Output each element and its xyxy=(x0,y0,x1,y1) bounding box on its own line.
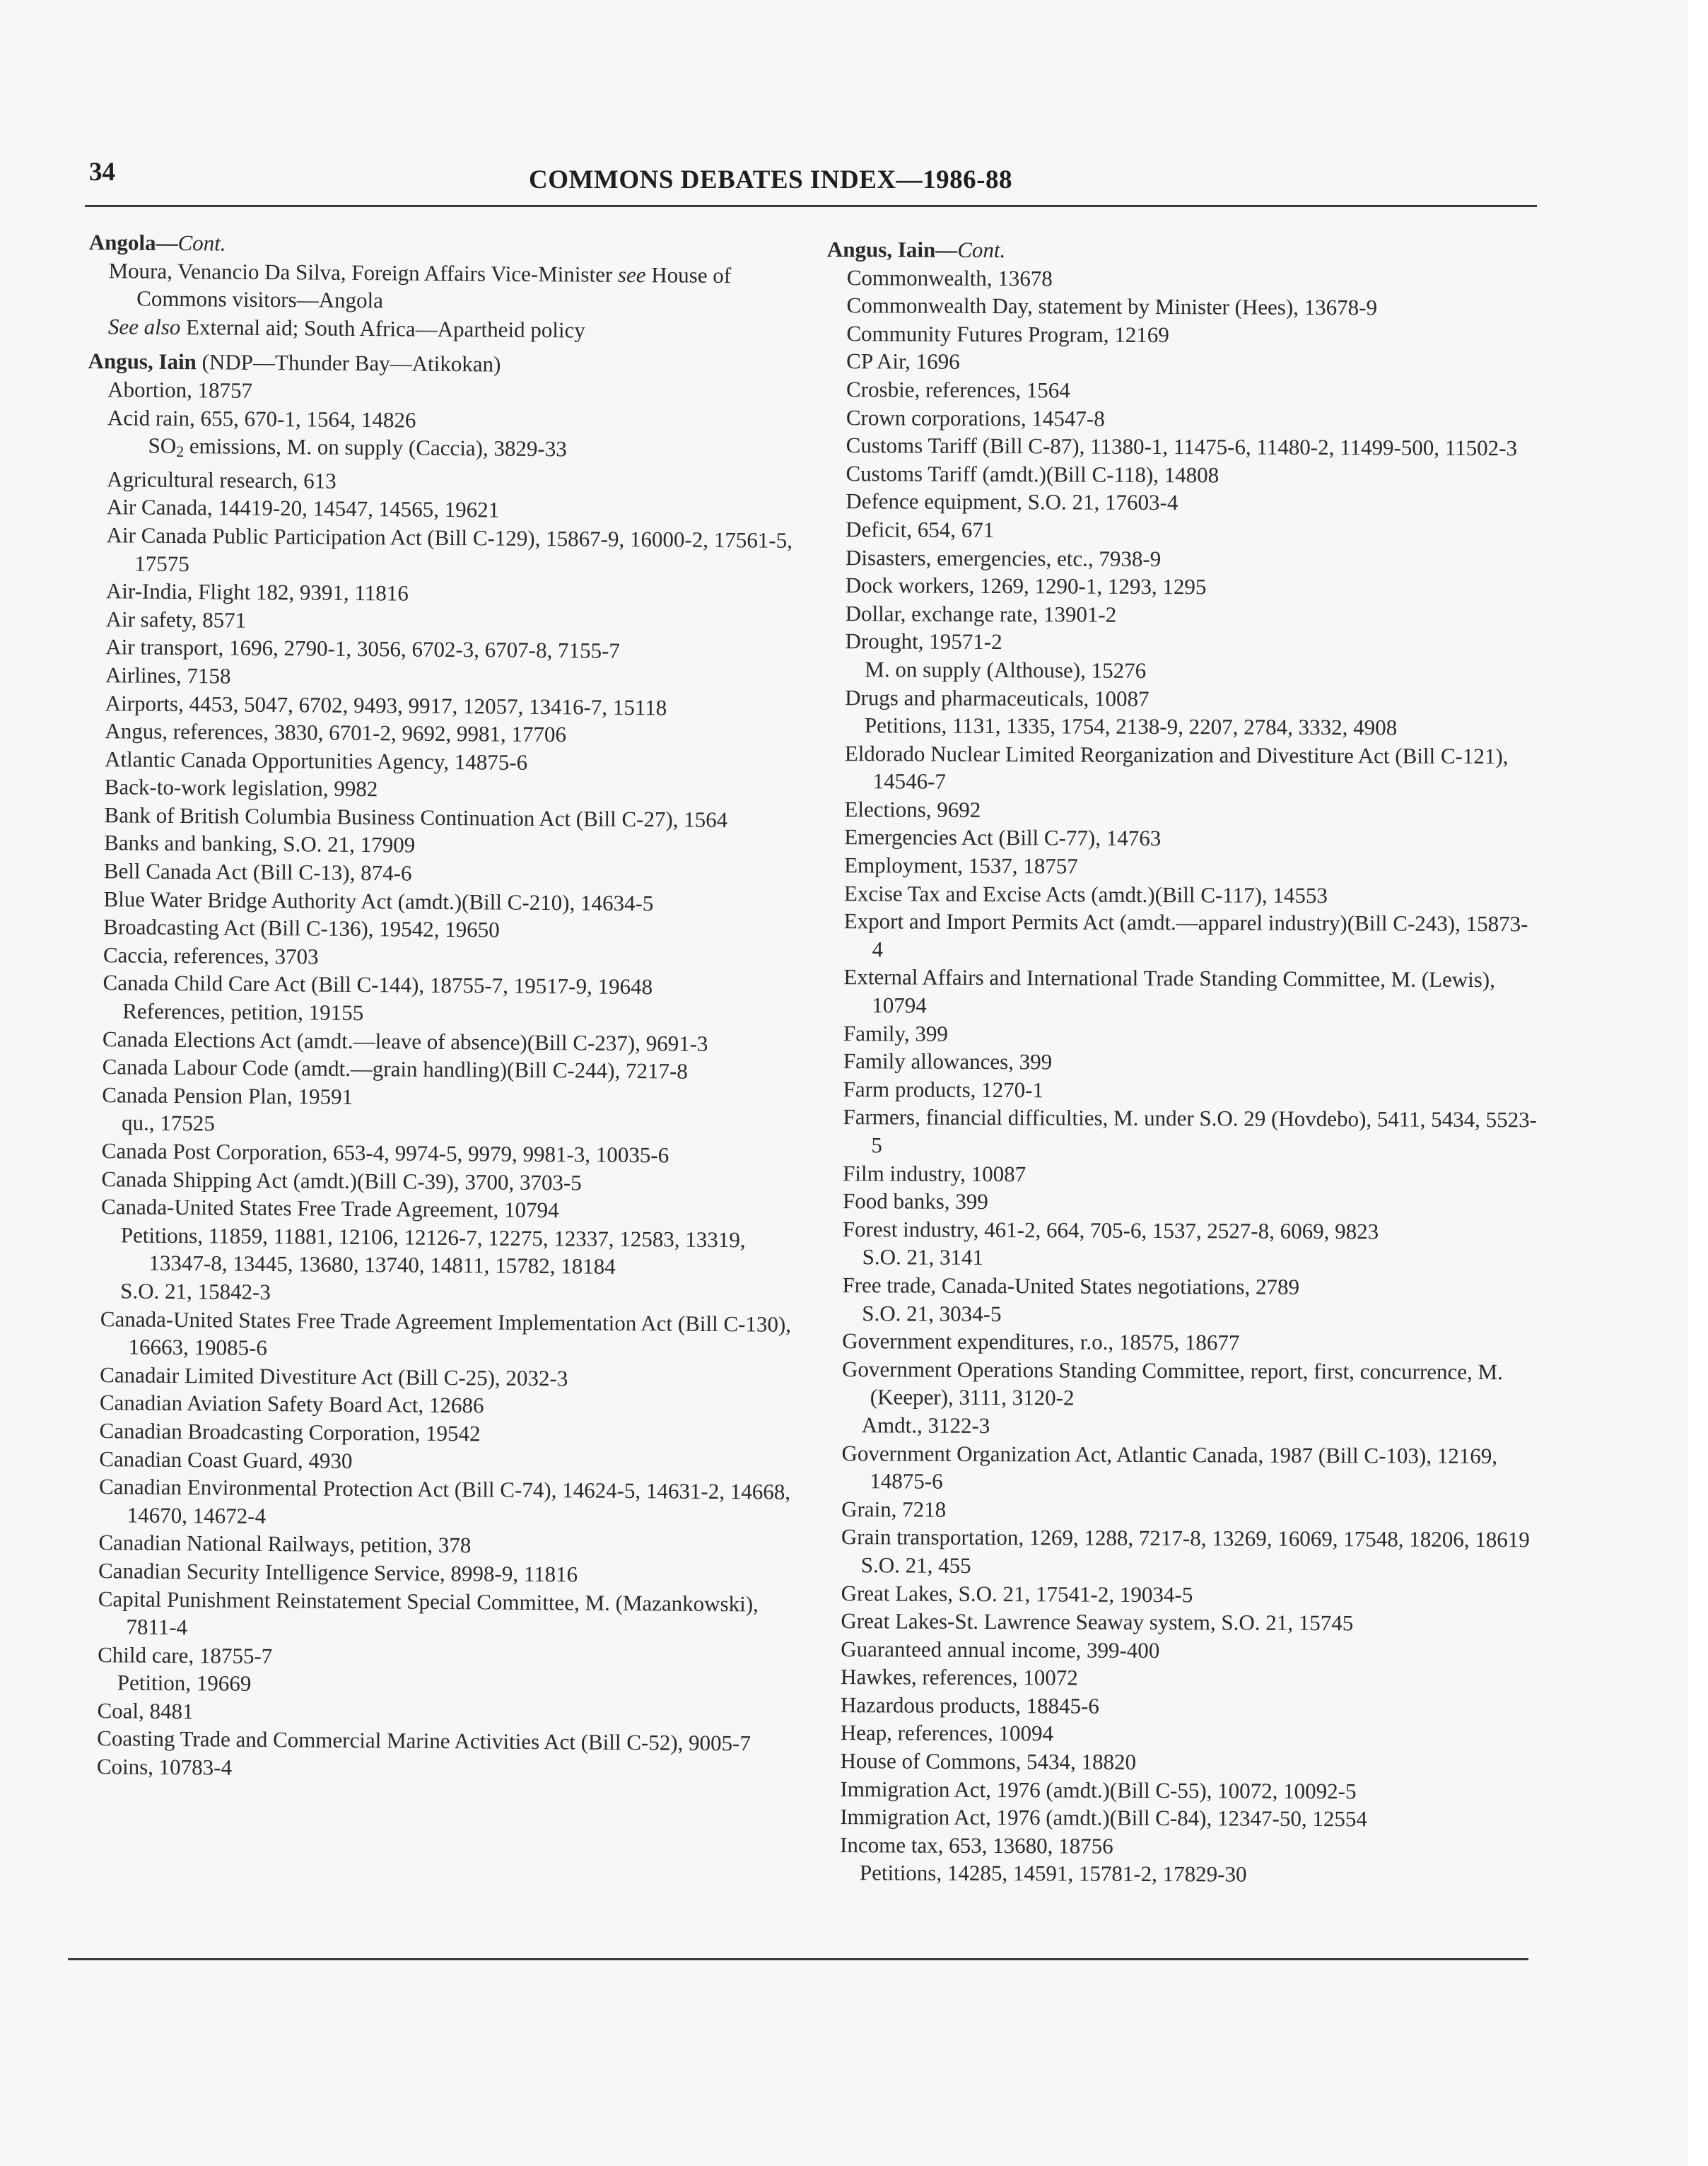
index-subentry: Amdt., 3122-3 xyxy=(861,1412,990,1438)
index-entry: Emergencies Act (Bill C-77), 14763 xyxy=(844,824,1162,851)
index-entry: Acid rain, 655, 670-1, 1564, 14826 xyxy=(107,404,416,433)
index-entry: Deficit, 654, 671 xyxy=(846,517,995,542)
index-entry: Farm products, 1270-1 xyxy=(843,1076,1044,1103)
index-entry: Great Lakes-St. Lawrence Seaway system, S.O. 21, 15745 xyxy=(841,1608,1354,1636)
index-subentry: S.O. 21, 3141 xyxy=(862,1244,984,1270)
index-entry: Child care, 18755-7 xyxy=(98,1641,273,1668)
index-entry: Capital Punishment Reinstatement Special Committee, M. (Mazankowski), 7811-4 xyxy=(98,1586,759,1640)
index-entry: Canada Elections Act (amdt.—leave of absence)(Bill C-237), 9691-3 xyxy=(102,1026,708,1056)
index-entry: Agricultural research, 613 xyxy=(107,466,337,493)
index-subentry: References, petition, 19155 xyxy=(122,998,364,1026)
index-heading-angola: Angola—Cont. xyxy=(88,229,226,256)
left-column xyxy=(77,228,803,1786)
index-entry: Drugs and pharmaceuticals, 10087 xyxy=(845,684,1150,711)
index-entry: Immigration Act, 1976 (amdt.)(Bill C-55), 10072, 10092-5 xyxy=(840,1776,1357,1803)
index-entry: Broadcasting Act (Bill C-136), 19542, 19650 xyxy=(103,914,500,942)
index-entry: Government Operations Standing Committee, report, first, concurrence, M. (Keeper), 3111, 3120-2 xyxy=(841,1356,1503,1410)
index-entry: Defence equipment, S.O. 21, 17603-4 xyxy=(846,488,1178,515)
index-entry: Dollar, exchange rate, 13901-2 xyxy=(845,600,1117,627)
index-entry: Grain transportation, 1269, 1288, 7217-8, 13269, 16069, 17548, 18206, 18619 xyxy=(841,1524,1530,1552)
index-entry: Air Canada Public Participation Act (Bill C-129), 15867-9, 16000-2, 17561-5, 17575 xyxy=(106,522,793,576)
index-entry: Elections, 9692 xyxy=(844,796,981,822)
index-entry: Canadian National Railways, petition, 378 xyxy=(98,1530,472,1558)
index-entry: Canadair Limited Divestiture Act (Bill C-25), 2032-3 xyxy=(100,1362,568,1391)
index-entry: Grain, 7218 xyxy=(841,1496,947,1522)
index-entry: Commonwealth, 13678 xyxy=(846,264,1053,291)
index-entry: Heap, references, 10094 xyxy=(840,1720,1054,1746)
index-entry: External Affairs and International Trade Standing Committee, M. (Lewis), 10794 xyxy=(843,964,1495,1018)
index-entry: Canadian Broadcasting Corporation, 19542 xyxy=(99,1418,481,1446)
index-entry: Customs Tariff (amdt.)(Bill C-118), 14808 xyxy=(846,460,1219,488)
index-entry: Guaranteed annual income, 399-400 xyxy=(841,1636,1160,1663)
index-entry-moura: Moura, Venancio Da Silva, Foreign Affairs Vice-Minister see House of Commons visitors—Angola xyxy=(108,257,732,313)
index-entry: Banks and banking, S.O. 21, 17909 xyxy=(104,830,416,858)
index-subentry: Petitions, 1131, 1335, 1754, 2138-9, 2207, 2784, 3332, 4908 xyxy=(864,713,1398,740)
index-heading-angus-cont: Angus, Iain—Cont. xyxy=(826,236,1006,263)
index-entry: Community Futures Program, 12169 xyxy=(846,320,1169,347)
index-entry: Immigration Act, 1976 (amdt.)(Bill C-84), 12347-50, 12554 xyxy=(840,1804,1367,1832)
index-entry: Income tax, 653, 13680, 18756 xyxy=(839,1832,1113,1858)
index-entry: Airports, 4453, 5047, 6702, 9493, 9917, 12057, 13416-7, 15118 xyxy=(105,690,667,720)
index-entry: Canadian Environmental Protection Act (Bill C-74), 14624-5, 14631-2, 14668, 14670, 14672-4 xyxy=(98,1474,791,1528)
index-subentry: Petitions, 14285, 14591, 15781-2, 17829-30 xyxy=(859,1860,1247,1887)
index-entry-see-also: See also External aid; South Africa—Apartheid policy xyxy=(107,313,585,343)
index-entry: Employment, 1537, 18757 xyxy=(844,853,1078,879)
index-entry: Airlines, 7158 xyxy=(105,662,231,689)
index-entry: Export and Import Permits Act (amdt.—apparel industry)(Bill C-243), 15873-4 xyxy=(843,908,1528,962)
index-entry: Great Lakes, S.O. 21, 17541-2, 19034-5 xyxy=(841,1580,1193,1607)
header-rule xyxy=(85,205,1537,207)
index-entry: Coal, 8481 xyxy=(97,1698,194,1724)
index-entry: Canadian Aviation Safety Board Act, 12686 xyxy=(99,1390,484,1418)
index-subentry: qu., 17525 xyxy=(121,1110,215,1136)
index-subentry: Petition, 19669 xyxy=(117,1670,252,1697)
index-entry: Canada Child Care Act (Bill C-144), 18755-7, 19517-9, 19648 xyxy=(103,970,653,1000)
index-entry: Forest industry, 461-2, 664, 705-6, 1537, 2527-8, 6069, 9823 xyxy=(842,1216,1379,1244)
index-entry: Air-India, Flight 182, 9391, 11816 xyxy=(105,578,409,606)
index-entry: Eldorado Nuclear Limited Reorganization and Divestiture Act (Bill C-121), 14546-7 xyxy=(844,740,1509,795)
index-entry: Dock workers, 1269, 1290-1, 1293, 1295 xyxy=(845,573,1207,599)
index-entry: Commonwealth Day, statement by Minister (Hees), 13678-9 xyxy=(846,293,1378,320)
index-entry: Air Canada, 14419-20, 14547, 14565, 19621 xyxy=(106,494,500,522)
index-entry: Free trade, Canada-United States negotiations, 2789 xyxy=(842,1272,1300,1299)
right-column xyxy=(820,235,1541,1890)
index-entry: Canada-United States Free Trade Agreement Implementation Act (Bill C-130), 16663, 19085-6 xyxy=(100,1306,792,1361)
index-entry: Abortion, 18757 xyxy=(107,377,253,403)
index-entry: Drought, 19571-2 xyxy=(845,628,1002,655)
index-entry: Government expenditures, r.o., 18575, 18677 xyxy=(842,1328,1240,1355)
index-entry: Bank of British Columbia Business Continuation Act (Bill C-27), 1564 xyxy=(104,802,728,832)
index-entry: Disasters, emergencies, etc., 7938-9 xyxy=(845,544,1162,571)
page-edge-strip xyxy=(1688,0,1708,2166)
index-entry: Hawkes, references, 10072 xyxy=(841,1664,1078,1690)
index-subentry: S.O. 21, 15842-3 xyxy=(120,1278,271,1305)
index-entry: Canadian Security Intelligence Service, 8998-9, 11816 xyxy=(98,1558,578,1587)
index-entry: Farmers, financial difficulties, M. under S.O. 29 (Hovdebo), 5411, 5434, 5523-5 xyxy=(843,1104,1538,1158)
footer-rule xyxy=(68,1958,1528,1960)
index-entry: Air safety, 8571 xyxy=(105,606,247,633)
index-heading-angus: Angus, Iain (NDP—Thunder Bay—Atikokan) xyxy=(88,349,501,377)
index-entry: Canadian Coast Guard, 4930 xyxy=(99,1446,353,1473)
index-entry: Angus, references, 3830, 6701-2, 9692, 9981, 17706 xyxy=(105,718,567,747)
index-entry: CP Air, 1696 xyxy=(846,349,960,375)
index-entry: Canada Shipping Act (amdt.)(Bill C-39), 3700, 3703-5 xyxy=(101,1166,582,1195)
index-entry: Blue Water Bridge Authority Act (amdt.)(Bill C-210), 14634-5 xyxy=(103,886,654,915)
index-entry: Government Organization Act, Atlantic Canada, 1987 (Bill C-103), 12169, 14875-6 xyxy=(841,1440,1498,1494)
index-entry: Air transport, 1696, 2790-1, 3056, 6702-3, 6707-8, 7155-7 xyxy=(105,634,621,664)
index-entry: Coins, 10783-4 xyxy=(96,1754,233,1780)
index-entry: Crown corporations, 14547-8 xyxy=(846,404,1105,431)
index-subentry: M. on supply (Althouse), 15276 xyxy=(865,657,1147,683)
page-number: 34 xyxy=(89,158,115,187)
index-subentry-so2: $SO_2$ emissions, M. on supply (Caccia), 3829-33 xyxy=(148,433,567,462)
index-entry: Film industry, 10087 xyxy=(843,1160,1026,1186)
index-entry: Excise Tax and Excise Acts (amdt.)(Bill C-117), 14553 xyxy=(843,880,1328,908)
index-subentry: Petitions, 11859, 11881, 12106, 12126-7, 12275, 12337, 12583, 13319, 13347-8, 13445, 13680, 13740, 14811, 15782, 18184 xyxy=(120,1222,746,1280)
index-entry: Canada-United States Free Trade Agreement, 10794 xyxy=(100,1194,559,1223)
index-entry: Back-to-work legislation, 9982 xyxy=(104,774,378,802)
index-entry: Customs Tariff (Bill C-87), 11380-1, 11475-6, 11480-2, 11499-500, 11502-3 xyxy=(846,433,1518,461)
running-head-title: COMMONS DEBATES INDEX—1986-88 xyxy=(529,165,1012,194)
index-entry: Canada Labour Code (amdt.—grain handling)(Bill C-244), 7217-8 xyxy=(102,1054,689,1084)
index-entry: Canada Post Corporation, 653-4, 9974-5, 9979, 9981-3, 10035-6 xyxy=(101,1138,669,1168)
index-entry: Canada Pension Plan, 19591 xyxy=(102,1082,353,1109)
index-entry: Food banks, 399 xyxy=(842,1188,988,1214)
index-subentry: S.O. 21, 3034-5 xyxy=(862,1300,1002,1326)
index-entry: Hazardous products, 18845-6 xyxy=(840,1692,1099,1719)
index-entry: House of Commons, 5434, 18820 xyxy=(840,1748,1137,1774)
index-entry: Bell Canada Act (Bill C-13), 874-6 xyxy=(103,858,412,886)
index-entry: Caccia, references, 3703 xyxy=(103,942,319,969)
index-entry: Atlantic Canada Opportunities Agency, 14875-6 xyxy=(104,746,528,775)
index-entry: Family allowances, 399 xyxy=(843,1048,1053,1075)
index-entry: Coasting Trade and Commercial Marine Activities Act (Bill C-52), 9005-7 xyxy=(97,1726,751,1756)
index-subentry: S.O. 21, 455 xyxy=(860,1552,971,1578)
index-entry: Crosbie, references, 1564 xyxy=(846,377,1070,403)
index-entry: Family, 399 xyxy=(843,1020,948,1046)
